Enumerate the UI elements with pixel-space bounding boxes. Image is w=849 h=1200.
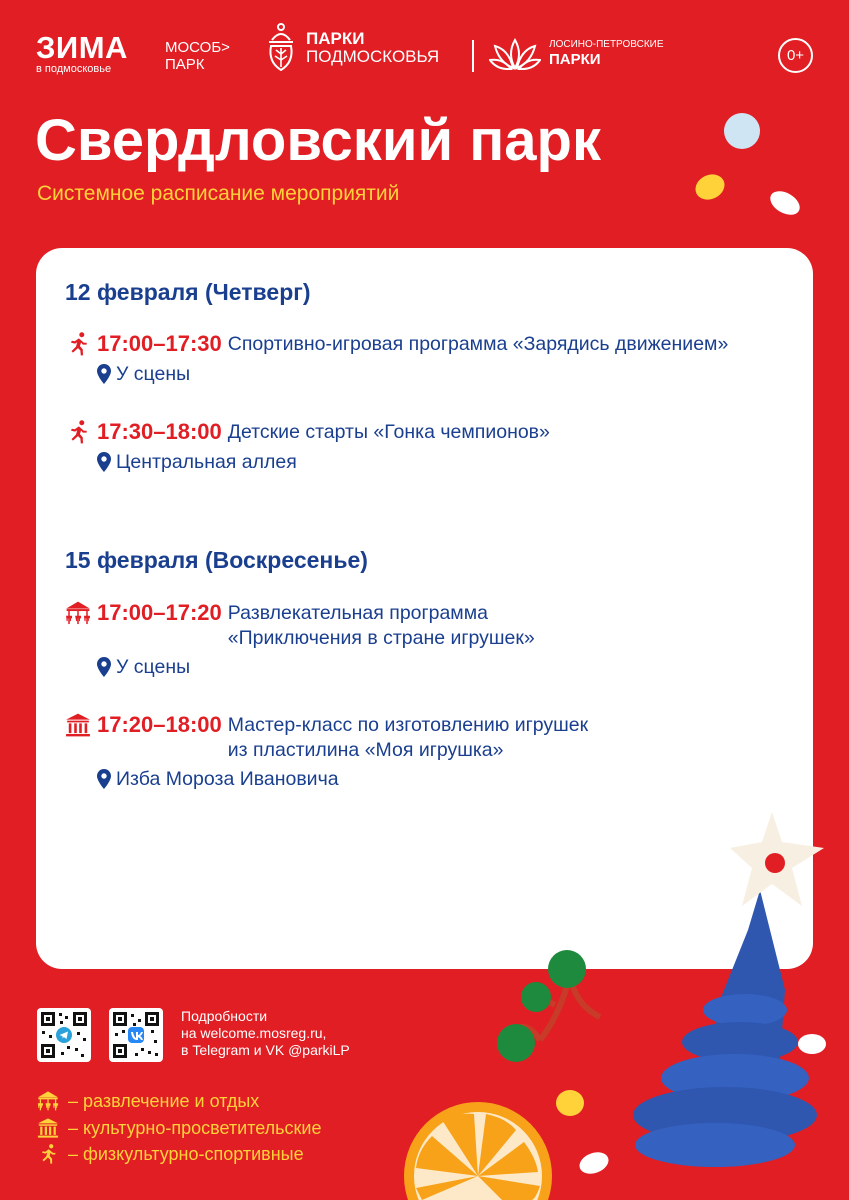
event-title: Спортивно-игровая программа «Зарядись движением»: [227, 333, 729, 355]
logo-divider: [472, 40, 474, 72]
day-date: 15 февраля (Воскресенье): [65, 547, 368, 573]
page-subtitle: Системное расписание мероприятий: [37, 182, 400, 205]
event-title: [228, 711, 588, 763]
page-title: Свердловский парк: [35, 108, 602, 173]
museum-icon: [36, 1117, 60, 1139]
event-title-line2: из пластилина «Моя игрушка»: [227, 739, 504, 761]
location-pin-icon: [97, 769, 111, 789]
leaves-icon: [489, 36, 541, 70]
qr-code-image: [37, 1008, 91, 1062]
running-icon: [65, 419, 91, 445]
lp-logo-line2: ПАРКИ: [549, 50, 601, 68]
day-date: 12 февраля (Четверг): [65, 279, 311, 305]
age-rating-badge: 0+: [778, 38, 813, 73]
event-item: [65, 599, 535, 680]
qr-code-image: [109, 1008, 163, 1062]
event-item: [65, 330, 728, 387]
legend-item: [36, 1143, 304, 1165]
location-pin-icon: [97, 657, 111, 677]
event-location: У сцены: [116, 363, 191, 385]
legend-text: – культурно-просветительские: [68, 1118, 322, 1138]
mosobpark-logo: [165, 39, 230, 73]
event-title-line2: «Приключения в стране игрушек»: [227, 627, 535, 649]
event-title-line1: Мастер-класс по изготовлению игрушек: [227, 714, 589, 736]
legend-text: – развлечение и отдых: [68, 1091, 260, 1111]
carousel-icon: [36, 1090, 60, 1112]
event-time: 17:00–17:20: [97, 600, 222, 625]
mosobpark-logo-line1: МОСОБ>: [165, 39, 230, 56]
event-time: 17:20–18:00: [97, 712, 222, 737]
event-location: У сцены: [116, 656, 191, 678]
running-icon: [36, 1143, 60, 1165]
event-time: 17:00–17:30: [97, 331, 222, 356]
event-title-line1: Развлекательная программа: [227, 602, 488, 624]
losino-petrovskie-logo: [489, 36, 664, 70]
parki-logo-line2: ПОДМОСКОВЬЯ: [306, 47, 440, 66]
confetti-decoration: [690, 108, 810, 220]
zima-logo-title: ЗИМА: [36, 30, 128, 65]
location-pin-icon: [97, 452, 111, 472]
mosobpark-logo-line2: ПАРК: [165, 56, 205, 73]
parki-logo-line1: ПАРКИ: [306, 29, 365, 48]
event-item: [65, 711, 588, 792]
museum-icon: [65, 712, 91, 738]
more-info-line3: в Telegram и VK @parkiLP: [181, 1042, 350, 1058]
legend-item: [36, 1090, 259, 1112]
zima-logo-subtitle: в подмосковье: [36, 63, 112, 75]
legend-text: – физкультурно-спортивные: [68, 1144, 304, 1164]
lp-logo-line1: ЛОСИНО-ПЕТРОВСКИЕ: [549, 38, 664, 50]
parki-podmoskovya-logo: [266, 22, 439, 74]
event-title: [228, 599, 535, 651]
event-location: Центральная аллея: [116, 451, 297, 473]
vk-qr-code[interactable]: [109, 1008, 163, 1062]
event-item: [65, 418, 550, 475]
more-info-line2: на welcome.mosreg.ru,: [181, 1025, 327, 1041]
more-info-text: [181, 1008, 350, 1059]
more-info-line1: Подробности: [181, 1008, 268, 1024]
legend-item: [36, 1117, 322, 1139]
confetti-decoration-bottom: [550, 1028, 830, 1188]
orange-slice-illustration: [402, 1098, 552, 1200]
location-pin-icon: [97, 364, 111, 384]
pinecone-icon: [266, 22, 296, 74]
event-location: Изба Мороза Ивановича: [116, 768, 339, 790]
carousel-icon: [65, 600, 91, 626]
event-title: Детские старты «Гонка чемпионов»: [227, 421, 550, 443]
event-time: 17:30–18:00: [97, 419, 222, 444]
telegram-qr-code[interactable]: [37, 1008, 91, 1062]
zima-logo: [36, 30, 128, 75]
running-icon: [65, 331, 91, 357]
